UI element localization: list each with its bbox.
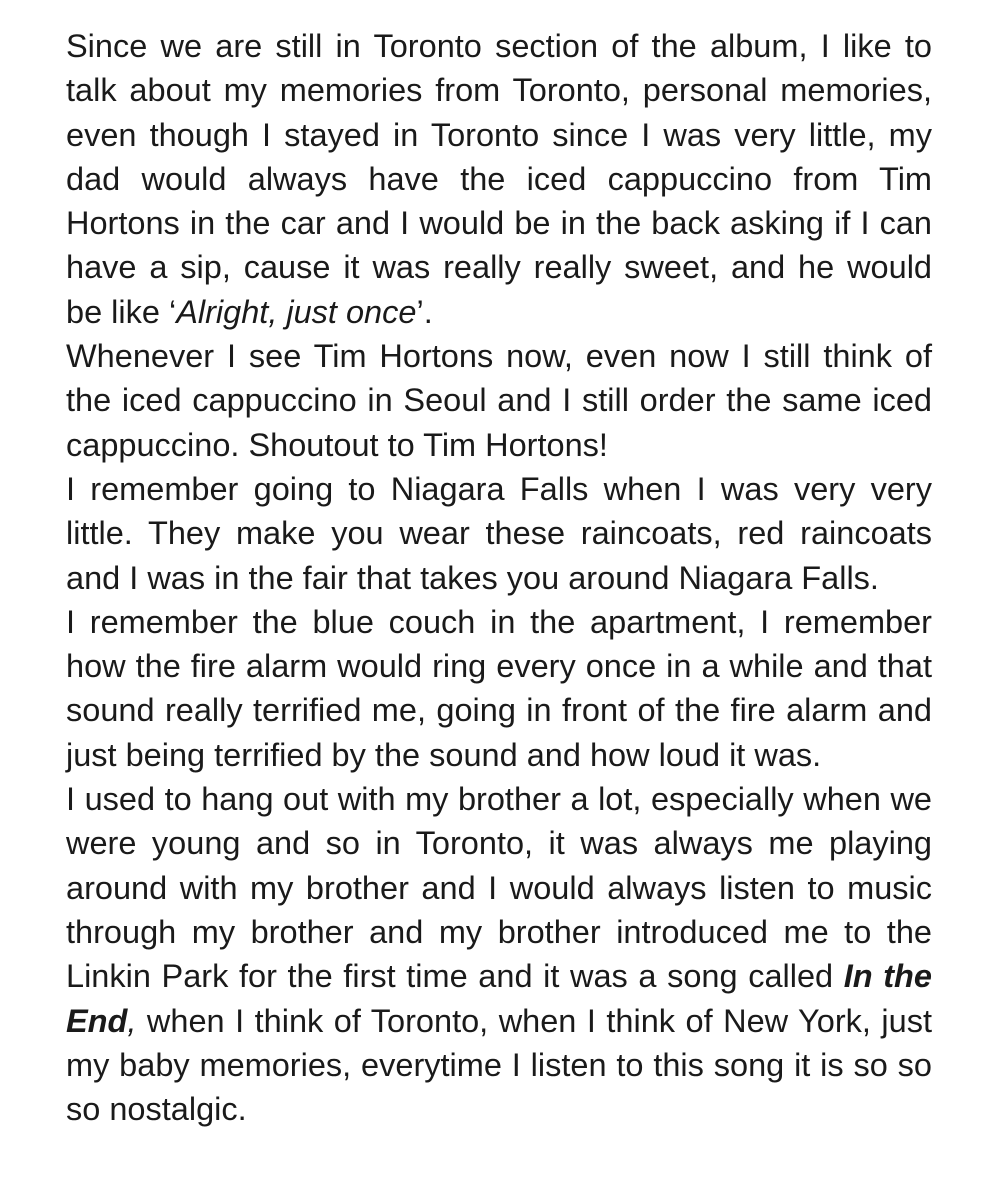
paragraph-text: I remember the blue couch in the apartment, I remember how the fire alarm would ring every once in a while and that sound really terrified me, going in front of the fire alarm and just being terrified by the sound and how loud it was.: [66, 603, 932, 773]
paragraph-tim-hortons-memory: [66, 24, 932, 334]
paragraph-niagara-falls: [66, 467, 932, 600]
paragraph-text: when I think of Toronto, when I think of New York, just my baby memories, everytime I listen to this song it is so so so nostalgic.: [66, 1002, 932, 1128]
quote-italic: Alright, just once: [176, 293, 417, 330]
document-page: [66, 24, 932, 1131]
paragraph-tim-hortons-now: [66, 334, 932, 467]
paragraph-text: Since we are still in Toronto section of the album, I like to talk about my memories from Toronto, personal memories, even though I stayed in Toronto since I was very little, my dad would always have the iced cappuccino from Tim Hortons in the car and I would be in the back asking if I can have a sip, cause it was really really sweet, and he would be like ‘: [66, 28, 932, 330]
song-title: In the End: [66, 958, 932, 1039]
paragraph-fire-alarm: [66, 600, 932, 777]
song-title-comma: ,: [127, 1002, 137, 1039]
paragraph-text: I remember going to Niagara Falls when I was very very little. They make you wear these raincoats, red raincoats and I was in the fair that takes you around Niagara Falls.: [66, 470, 932, 596]
paragraph-text: ’.: [416, 293, 433, 330]
paragraph-text: I used to hang out with my brother a lot, especially when we were young and so in Toronto, it was always me playing around with my brother and I would always listen to music through my brother and my brother introduced me to the Linkin Park for the first time and it was a song called: [66, 781, 932, 995]
paragraph-brother-linkin-park: [66, 777, 932, 1131]
paragraph-text: Whenever I see Tim Hortons now, even now I still think of the iced cappuccino in Seoul and I still order the same iced cappuccino. Shoutout to Tim Hortons!: [66, 338, 932, 463]
